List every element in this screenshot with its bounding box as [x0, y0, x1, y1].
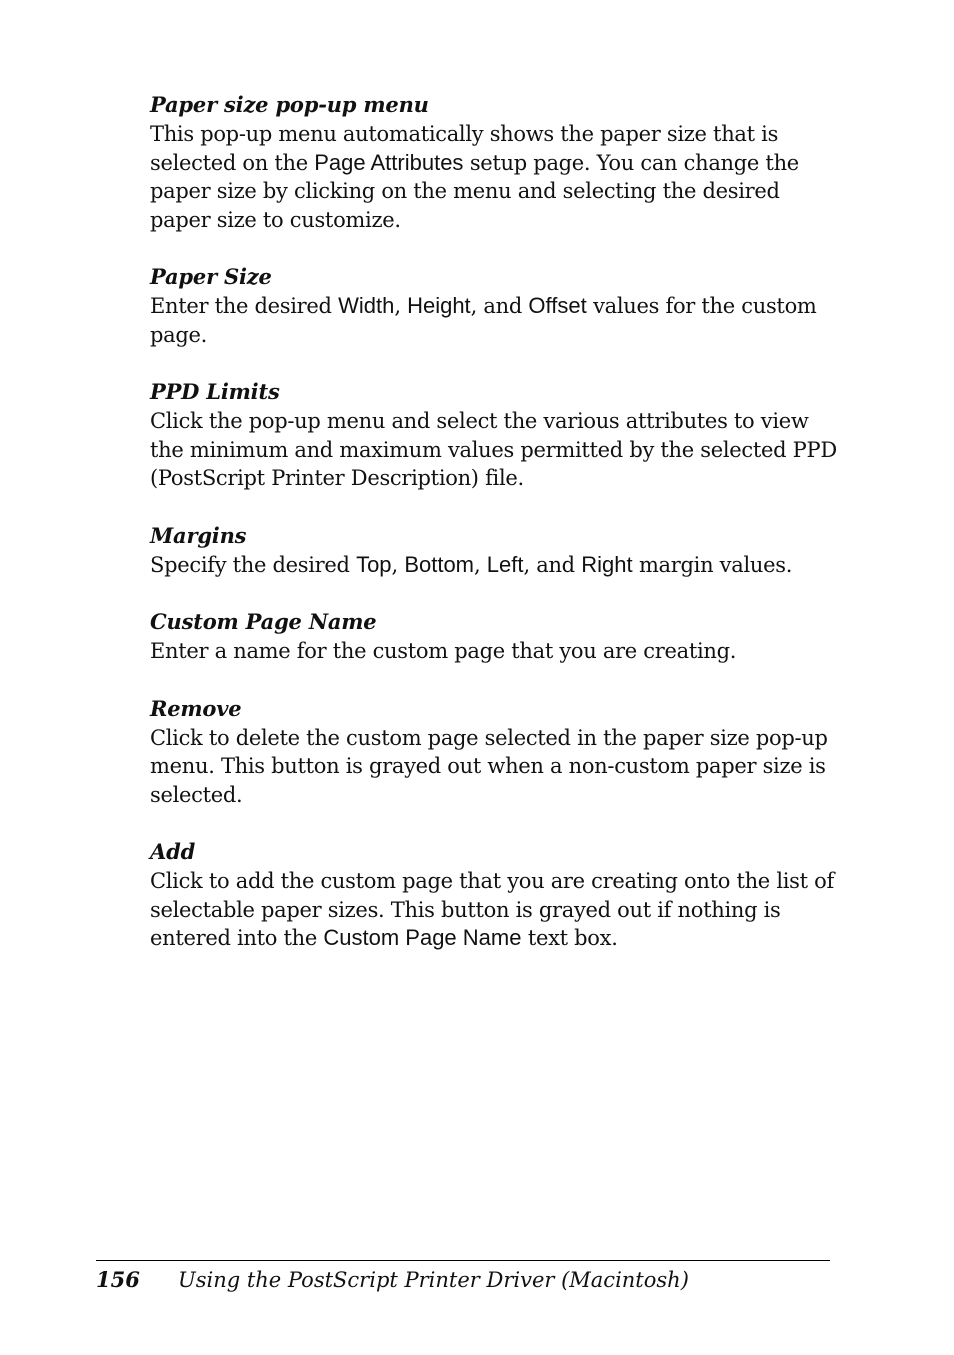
- ui-term-height: Height: [407, 293, 471, 318]
- ui-term-offset: Offset: [528, 293, 587, 318]
- section-description: [150, 637, 840, 666]
- section-heading: Remove: [150, 695, 242, 721]
- section-paper-size-popup-menu: [150, 90, 840, 234]
- section-heading: Margins: [150, 522, 247, 548]
- section-add: [150, 837, 840, 953]
- text-run: Click to add the custom page that you are creating onto the list of selectable paper sizes. This button is grayed out if nothing is entered into the: [150, 869, 834, 950]
- text-run: , and: [523, 552, 582, 577]
- section-heading: Paper Size: [150, 264, 272, 289]
- section-ppd-limits: [150, 377, 840, 493]
- section-custom-page-name: [150, 607, 840, 666]
- ui-term-width: Width: [338, 293, 395, 318]
- chapter-title: Using the PostScript Printer Driver (Macintosh): [178, 1268, 689, 1292]
- ui-term-top: Top: [356, 551, 392, 577]
- section-margins: [150, 521, 840, 580]
- text-run: Enter the desired: [150, 294, 339, 318]
- text-run: setup page. You can change the paper size by clicking on the menu and selecting the desired paper size to customize.: [150, 150, 799, 232]
- section-heading: Paper size pop-up menu: [150, 92, 429, 117]
- text-run: text box.: [521, 926, 618, 950]
- text-run: margin values.: [632, 552, 793, 577]
- text-run: ,: [474, 552, 487, 577]
- text-run: Enter a name for the custom page that you are creating.: [150, 639, 737, 663]
- text-run: , and: [470, 294, 529, 318]
- text-run: ,: [394, 294, 408, 318]
- section-description: [150, 551, 840, 580]
- text-run: Click to delete the custom page selected in the paper size pop-up menu. This button is grayed out when a non-custom paper size is selected.: [150, 725, 828, 807]
- ui-term-right: Right: [581, 551, 633, 577]
- section-description: [150, 724, 840, 810]
- ui-term-custom-page-name: Custom Page Name: [323, 925, 522, 950]
- section-heading: Add: [150, 839, 196, 864]
- text-run: This pop-up menu automatically shows the paper size that is selected on the: [150, 122, 779, 175]
- section-description: [150, 407, 840, 493]
- ui-term-bottom: Bottom: [404, 551, 475, 577]
- section-description: [150, 120, 840, 234]
- page-footer: [96, 1264, 830, 1296]
- footer-divider: [96, 1260, 830, 1261]
- section-heading: Custom Page Name: [150, 609, 377, 634]
- ui-term-left: Left: [486, 551, 524, 577]
- text-run: ,: [391, 552, 405, 577]
- document-body: [150, 90, 840, 981]
- section-remove: [150, 694, 840, 810]
- text-run: values for the custom page.: [150, 294, 817, 347]
- section-heading: PPD Limits: [150, 379, 280, 404]
- section-description: [150, 292, 840, 349]
- section-paper-size: [150, 262, 840, 349]
- text-run: Click the pop-up menu and select the various attributes to view the minimum and maximum values permitted by the selected PPD (PostScript Printer Description) file.: [150, 409, 837, 490]
- text-run: Specify the desired: [150, 552, 357, 577]
- ui-term-page-attributes: Page Attributes: [314, 149, 464, 175]
- page-number: 156: [96, 1267, 140, 1292]
- section-description: [150, 867, 840, 953]
